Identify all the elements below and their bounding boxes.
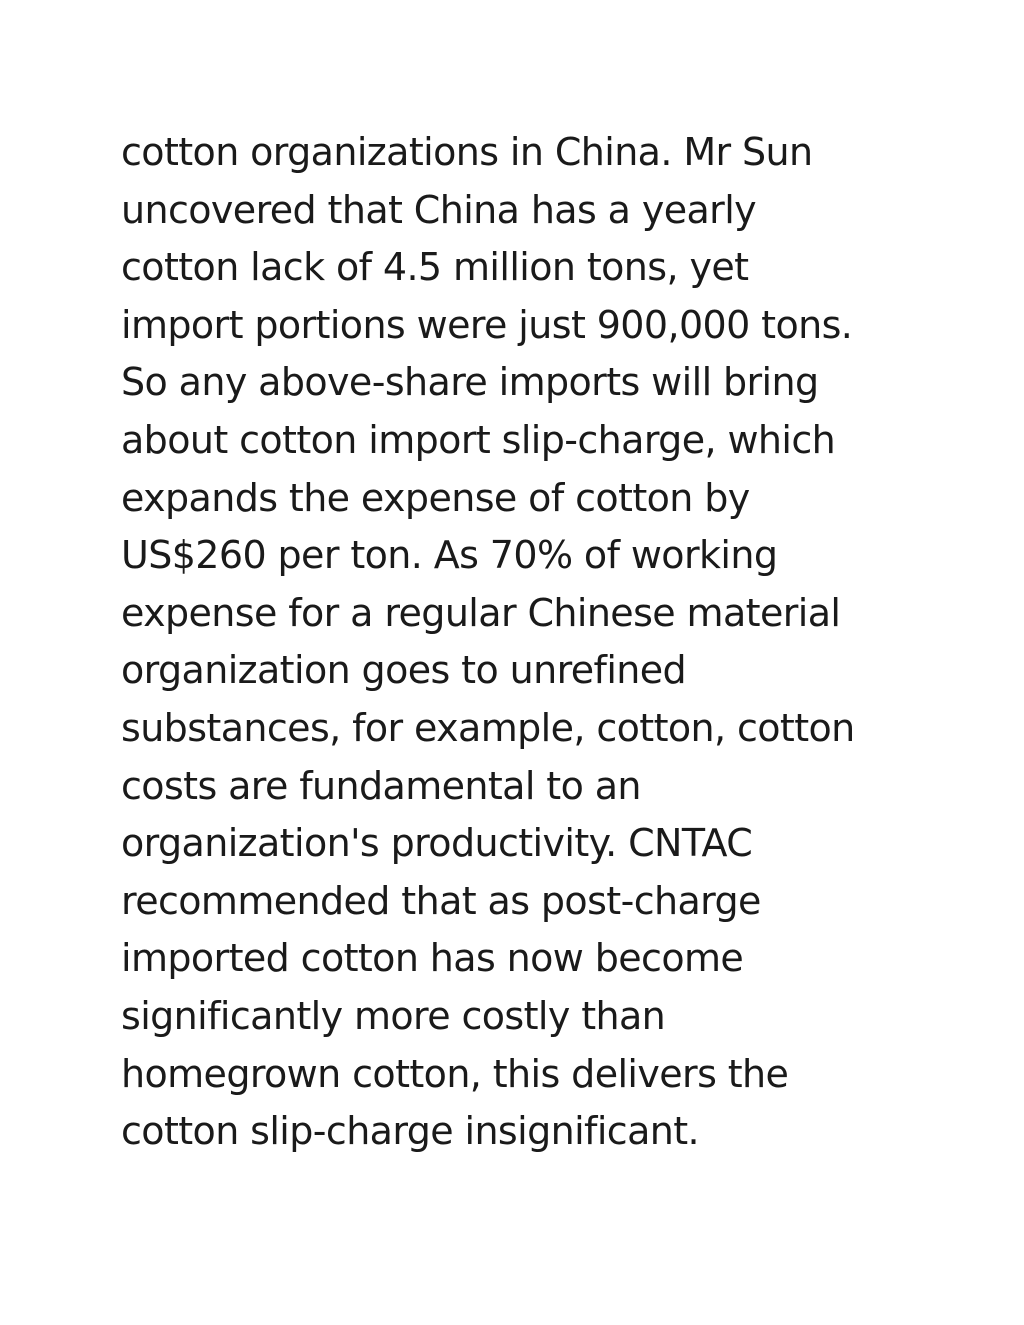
- text-line: organization's productivity. CNTAC: [121, 821, 753, 866]
- text-line: organization goes to unrefined: [121, 648, 687, 693]
- text-line: cotton organizations in China. Mr Sun: [121, 130, 813, 174]
- text-line: import portions were just 900,000 tons.: [121, 302, 853, 347]
- body-paragraph: [121, 124, 921, 1161]
- text-line: about cotton import slip-charge, which: [121, 417, 836, 462]
- text-line: So any above-share imports will bring: [121, 360, 819, 405]
- text-line: costs are fundamental to an: [121, 763, 641, 808]
- text-line: imported cotton has now become: [121, 936, 744, 981]
- text-line: significantly more costly than: [121, 993, 666, 1038]
- text-line: substances, for example, cotton, cotton: [121, 705, 855, 750]
- text-line: cotton slip-charge insignificant.: [121, 1109, 700, 1154]
- text-line: homegrown cotton, this delivers the: [121, 1051, 789, 1096]
- text-line: uncovered that China has a yearly: [121, 187, 757, 232]
- text-line: expands the expense of cotton by: [121, 475, 750, 520]
- text-line: US$260 per ton. As 70% of working: [121, 533, 778, 578]
- text-line: cotton lack of 4.5 million tons, yet: [121, 245, 749, 290]
- text-line: expense for a regular Chinese material: [121, 590, 841, 635]
- text-line: recommended that as post-charge: [121, 878, 761, 923]
